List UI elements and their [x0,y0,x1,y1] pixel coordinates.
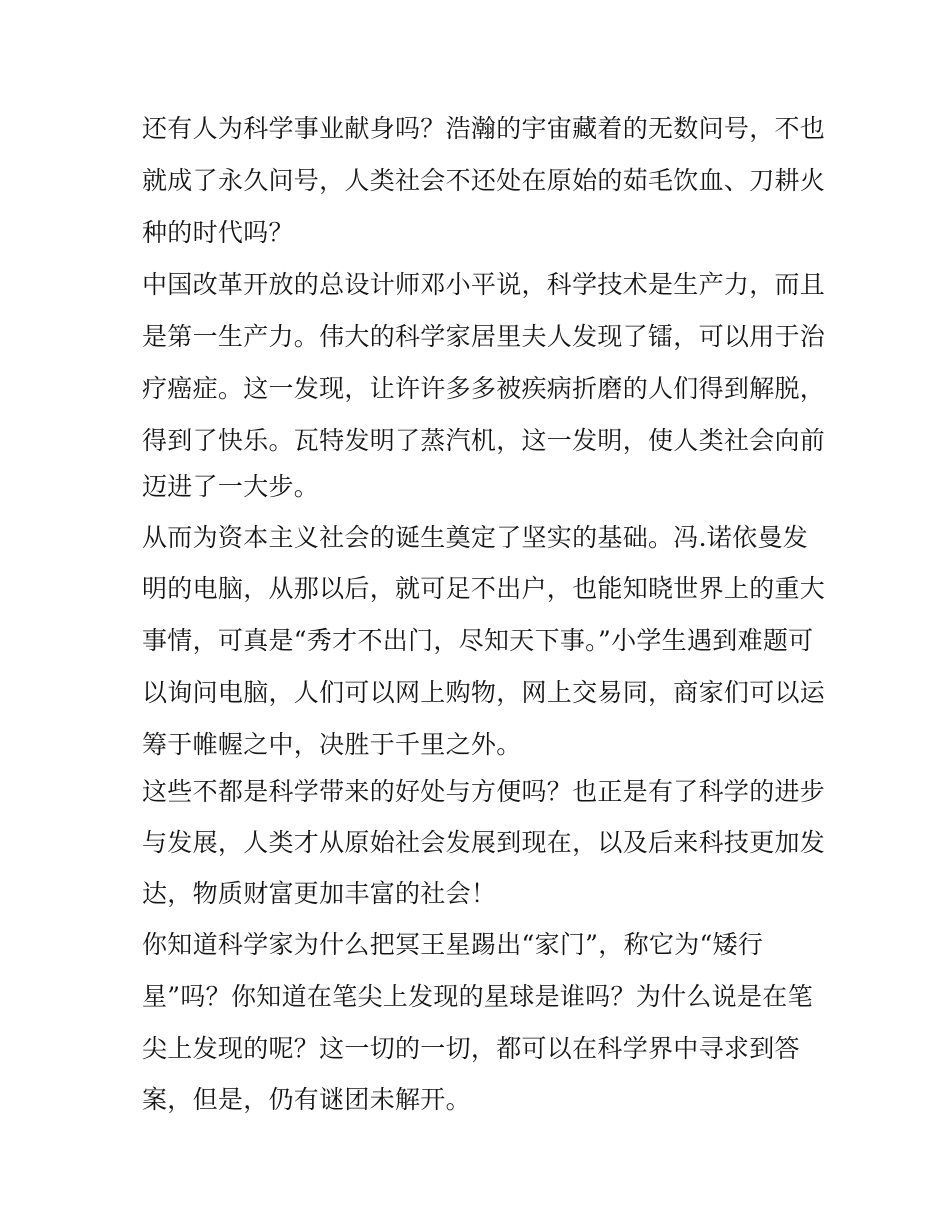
text-line: 星”吗？你知道在笔尖上发现的星球是谁吗？为什么说是在笔 [142,982,813,1011]
text-line: 迈进了一大步。 [142,472,320,501]
text-line: 尖上发现的呢？这一切的一切，都可以在科学界中寻求到答 [142,1034,800,1063]
text-line: 就成了永久问号，人类社会不还处在原始的茹毛饮血、刀耕火 [142,166,826,195]
text-line: 是第一生产力。伟大的科学家居里夫人发现了镭，可以用于治 [142,322,826,351]
text-line: 这些不都是科学带来的好处与方便吗？也正是有了科学的进步 [142,777,826,806]
text-line: 中国改革开放的总设计师邓小平说，科学技术是生产力，而且 [142,270,826,299]
text-line: 事情，可真是“秀才不出门，尽知天下事。”小学生遇到难题可 [142,626,814,655]
text-line: 还有人为科学事业献身吗？浩瀚的宇宙藏着的无数问号，不也 [142,114,826,143]
text-line: 从而为资本主义社会的诞生奠定了坚实的基础。冯.诺依曼发 [142,523,809,552]
text-line: 明的电脑，从那以后，就可足不出户，也能知晓世界上的重大 [142,574,826,603]
text-line: 得到了快乐。瓦特发明了蒸汽机，这一发明，使人类社会向前 [142,426,826,455]
text-line: 以询问电脑，人们可以网上购物，网上交易同，商家们可以运 [142,678,826,707]
text-line: 达，物质财富更加丰富的社会！ [142,879,497,908]
text-line: 与发展，人类才从原始社会发展到现在，以及后来科技更加发 [142,828,826,857]
text-line: 疗癌症。这一发现，让许许多多被疾病折磨的人们得到解脱， [142,374,826,403]
text-line: 种的时代吗？ [142,218,294,247]
text-line: 你知道科学家为什么把冥王星踢出“家门”，称它为“矮行 [142,930,764,959]
text-line: 案，但是，仍有谜团未解开。 [142,1085,471,1114]
text-line: 筹于帷幄之中，决胜于千里之外。 [142,730,522,759]
